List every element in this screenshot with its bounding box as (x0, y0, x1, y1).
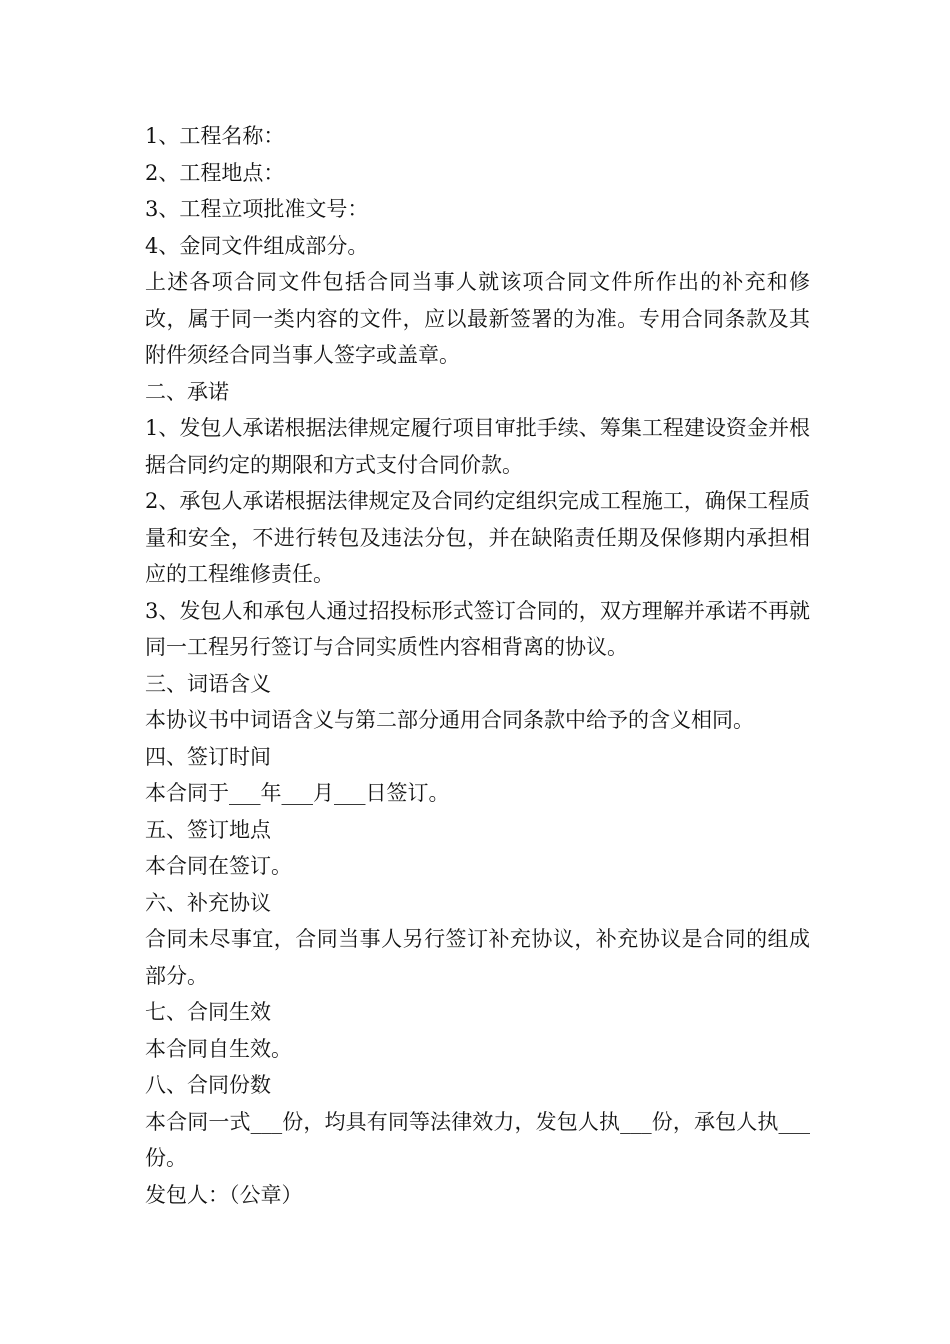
effect-paragraph: 本合同自生效。 (145, 1036, 292, 1061)
promise-both-paragraph: 3、发包人和承包人通过招投标形式签订合同的，双方理解并承诺不再就同一工程另行签订与合同实质性内容相背离的协议。 (145, 598, 810, 659)
contract-documents-paragraph: 上述各项合同文件包括合同当事人就该项合同文件所作出的补充和修改，属于同一类内容的文件，应以最新签署的为准。专用合同条款及其附件须经合同当事人签字或盖章。 (145, 270, 810, 367)
sign-time-paragraph: 本合同于___年___月___日签订。 (145, 781, 450, 805)
promise-employer-paragraph: 1、发包人承诺根据法律规定履行项目审批手续、筹集工程建设资金并根据合同约定的期限和方式支付合同价款。 (145, 416, 810, 477)
section-heading-supplement: 六、补充协议 (145, 890, 271, 915)
project-location-item: 2、工程地点： (145, 160, 285, 185)
project-name-item: 1、工程名称： (145, 124, 285, 148)
terms-paragraph: 本协议书中词语含义与第二部分通用合同条款中给予的含义相同。 (145, 708, 754, 732)
section-heading-terms: 三、词语含义 (145, 671, 271, 696)
contract-documents-item: 4、金同文件组成部分。 (145, 233, 369, 258)
contract-page (145, 118, 810, 1213)
section-heading-sign-place: 五、签订地点 (145, 817, 271, 842)
supplement-paragraph: 合同未尽事宜，合同当事人另行签订补充协议，补充协议是合同的组成部分。 (145, 927, 810, 988)
employer-seal-line: 发包人：（公章） (145, 1182, 303, 1207)
copies-paragraph: 本合同一式___份，均具有同等法律效力，发包人执___份，承包人执___份。 (145, 1109, 810, 1170)
section-heading-effect: 七、合同生效 (145, 1000, 271, 1024)
section-heading-copies: 八、合同份数 (145, 1073, 271, 1097)
section-heading-promise: 二、承诺 (145, 379, 229, 404)
sign-place-paragraph: 本合同在签订。 (145, 854, 292, 878)
project-approval-number-item: 3、工程立项批准文号： (145, 197, 369, 221)
promise-contractor-paragraph: 2、承包人承诺根据法律规定及合同约定组织完成工程施工，确保工程质量和安全，不进行转包及违法分包，并在缺陷责任期及保修期内承担相应的工程维修责任。 (145, 489, 810, 586)
section-heading-sign-time: 四、签订时间 (145, 744, 271, 769)
